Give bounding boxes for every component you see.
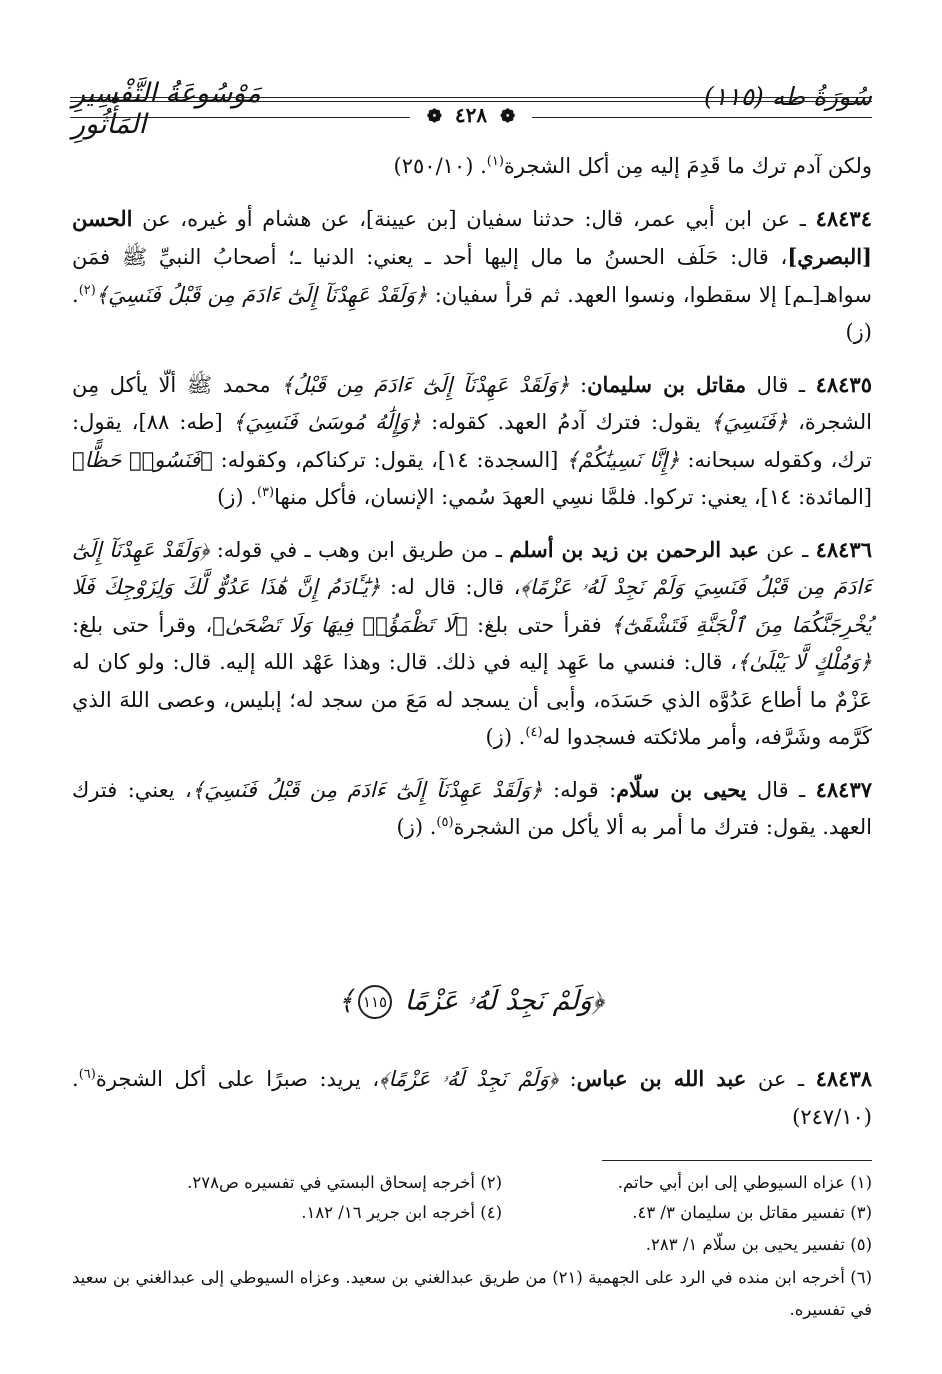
footnote-ref: (٣)	[256, 485, 275, 500]
header-rule-bottom	[70, 101, 872, 102]
entry-text: ـ من طريق ابن وهب ـ في قوله:	[209, 537, 510, 562]
main-text	[72, 148, 872, 861]
footnote-ref: (١)	[486, 154, 504, 169]
quran-quote: ﴿وَلَمْ نَجِدْ لَهُۥ عَزْمًا﴾	[379, 1067, 559, 1091]
ornament-icon: ❁	[500, 106, 516, 127]
entry-text: يقول: فترك آدمُ العهد. كقوله:	[421, 410, 711, 434]
quran-quote: ﴿وَإِلَٰهُ مُوسَىٰ فَنَسِيَ﴾	[232, 410, 422, 434]
footnote-6: (٦) أخرجه ابن منده في الرد على الجهمية (٢١) من طريق عبدالغني بن سعيد. وعزاه السيوطي إلى عبدالغني بن سعيد في تفسيره.	[72, 1268, 873, 1319]
verse-close-bracket: ﴾	[338, 985, 354, 1017]
entry-tail: . (ز)	[217, 485, 257, 509]
main-text-lower	[72, 1060, 872, 1136]
quran-quote: ﴿وَلَقَدْ عَهِدْنَآ إِلَىٰٓ ءَادَمَ مِن قَبْلُ فَنَسِيَ﴾	[95, 282, 428, 307]
narrator-name: عبد الرحمن بن زيد بن أسلم	[509, 536, 759, 562]
entry-text: ، يريد: صبرًا على أكل الشجرة	[95, 1067, 380, 1091]
entry-tail: . (ز)	[72, 282, 872, 344]
footnote-ref: (٥)	[436, 815, 454, 830]
entry-text: يقول: ترك، وكقوله سبحانه:	[72, 410, 872, 472]
entry-text: ، قال: فنسي ما عَهِد إليه في ذلك. قال: وهذا عَهْد الله إليه. قال: ولو كان له عَزْمٌ ما أطاع عَدُوَّه الذي حَسَدَه، وأبى أن يسجد له مَعَ من سجد له؛ إبليس، وعصى اللهَ الذي كَرَّمه وشَرَّفه، وأمر ملائكته فسجدوا له	[72, 650, 872, 749]
quran-reference: [المائدة: ١٤]،	[753, 485, 872, 509]
quran-quote: ﴿وَلَقَدْ عَهِدْنَآ إِلَىٰٓ ءَادَمَ مِن قَبْلُ فَنَسِيَ﴾	[191, 777, 543, 802]
entry-number: ٤٨٤٣٦	[815, 536, 872, 562]
footnote-ref: (٢)	[78, 282, 96, 298]
quran-quote: ﴿يَٰٓـَٔادَمُ إِنَّ هَٰذَا عَدُوٌّ لَّكَ وَلِزَوْجِكَ فَلَا يُخْرِجَنَّكُمَا مِنَ ٱلْجَنَّةِ فَتَشْقَىٰٓ﴾	[72, 575, 872, 637]
entry-text: ، قال: حَلَف الحسنُ ما مال إليها أحد ـ يعني: الدنيا ـ؛ أصحابُ النبيِّ ﷺ فمَن سواهـ[ـم] إلا سقطوا، ونسوا العهد. ثم قرأ سفيان:	[72, 245, 873, 307]
entry-text: ، قال: قال له:	[380, 575, 521, 599]
entry-48437	[72, 771, 872, 847]
verse-text: ﴿وَلَمْ نَجِدْ لَهُۥ عَزْمًا	[404, 985, 604, 1017]
quran-reference: [طه: ٨٨]،	[131, 410, 233, 434]
entry-48435	[72, 366, 872, 517]
quran-quote: ﴿إِنَّا نَسِينَٰكُمْ﴾	[566, 447, 680, 472]
entry-number: ٤٨٤٣٤	[815, 205, 872, 231]
entry-text: ـ عن ابن أبي عمر، قال: حدثنا سفيان [بن عيينة]، عن هشام أو غيره، عن	[132, 206, 816, 231]
narrator-name: عبد الله بن عباس	[576, 1066, 747, 1091]
quran-reference: [السجدة: ١٤]،	[431, 447, 567, 472]
narrator-name: مقاتل بن سليمان	[587, 371, 747, 397]
entry-tail: . (٢٤٧/١٠)	[72, 1067, 872, 1129]
footnote-2: (٢) أخرجه إسحاق البستي في تفسيره ص٢٧٨.	[187, 1173, 502, 1192]
footnote-separator	[602, 1160, 872, 1161]
quran-quote: ﴿فَنَسُوا۟ حَظًّا﴾	[72, 447, 213, 472]
entry-text: يقول: تركناكم، وكقوله:	[212, 447, 432, 472]
entry-text: ، وقرأ حتى بلغ:	[72, 612, 213, 637]
paragraph-text: ولكن آدم ترك ما قَدِمَ إليه مِن أكل الشجرة	[503, 154, 872, 178]
entry-text: ـ قال	[746, 372, 816, 397]
entry-tail: . (ز)	[396, 815, 437, 839]
quran-quote: ﴿وَمُلْكٍ لَّا يَبْلَىٰ﴾	[737, 650, 872, 674]
quran-quote: ﴿لَا تَظْمَؤُا۟ فِيهَا وَلَا تَضْحَىٰ﴾	[212, 612, 468, 637]
footnote-3: (٣) تفسير مقاتل بن سليمان ٣/ ٤٣.	[632, 1203, 872, 1222]
ornament-icon: ❁	[426, 106, 442, 127]
entry-text: ـ قال	[746, 777, 816, 802]
entry-number: ٤٨٤٣٨	[815, 1066, 873, 1091]
entry-48434	[72, 200, 872, 352]
narrator-name: الحسن [البصري]	[72, 205, 872, 269]
footnote-5: (٥) تفسير يحيى بن سلّام ١/ ٢٨٣.	[645, 1235, 872, 1254]
verse-heading	[0, 985, 942, 1019]
entry-48436	[72, 531, 872, 757]
quran-quote: ﴿وَلَقَدْ عَهِدْنَآ إِلَىٰٓ ءَادَمَ مِن قَبْلُ﴾	[281, 372, 570, 397]
entry-text: محمد ﷺ ألّا يأكل مِن الشجرة،	[72, 372, 873, 434]
opening-paragraph	[72, 148, 872, 186]
quran-quote: ﴿فَنَسِيَ﴾	[710, 410, 789, 434]
footnote-1: (١) عزاه السيوطي إلى ابن أبي حاتم.	[617, 1173, 872, 1192]
header-rule-top	[70, 97, 872, 98]
entry-text: :	[569, 372, 588, 397]
entry-text: يعني: تركوا. فلمَّا نسِي العهدَ سُمي: الإنسان، فأكل منها	[274, 485, 754, 509]
entry-text: : قوله:	[542, 777, 617, 802]
quran-quote: ﴿وَلَقَدْ عَهِدْنَآ إِلَىٰٓ ءَادَمَ مِن قَبْلُ فَنَسِيَ وَلَمْ نَجِدْ لَهُۥ عَزْمًا﴾	[72, 537, 872, 599]
entry-text: ، يعني: فترك العهد. يقول: فترك ما أمر به ألا يأكل من الشجرة	[72, 777, 872, 839]
page-number-block	[0, 103, 942, 127]
footnote-ref: (٤)	[525, 725, 543, 740]
narrator-name: يحيى بن سلّام	[616, 776, 747, 802]
entry-text: فقرأ حتى بلغ:	[467, 612, 611, 637]
entry-number: ٤٨٤٣٥	[815, 371, 872, 397]
entry-number: ٤٨٤٣٧	[815, 776, 873, 802]
paragraph-tail: . (٢٥٠/١٠)	[393, 154, 487, 178]
entry-tail: . (ز)	[485, 725, 526, 749]
entry-48438	[72, 1060, 872, 1136]
entry-text: ـ عن	[746, 1067, 816, 1091]
entry-text: ـ عن	[758, 537, 816, 562]
surah-header: سُورَةُ طه (١١٥)	[703, 82, 872, 111]
footnote-4: (٤) أخرجه ابن جرير ١٦/ ١٨٢.	[301, 1203, 502, 1222]
page-number: ٤٢٨	[454, 103, 488, 127]
entry-text: :	[558, 1067, 577, 1091]
footnote-ref: (٦)	[78, 1067, 96, 1082]
book-title-header: مَوْسُوعَةُ التَّفْسِيرِ المَأْثُورِ	[72, 78, 261, 140]
verse-number-icon: ١١٥	[358, 985, 392, 1019]
